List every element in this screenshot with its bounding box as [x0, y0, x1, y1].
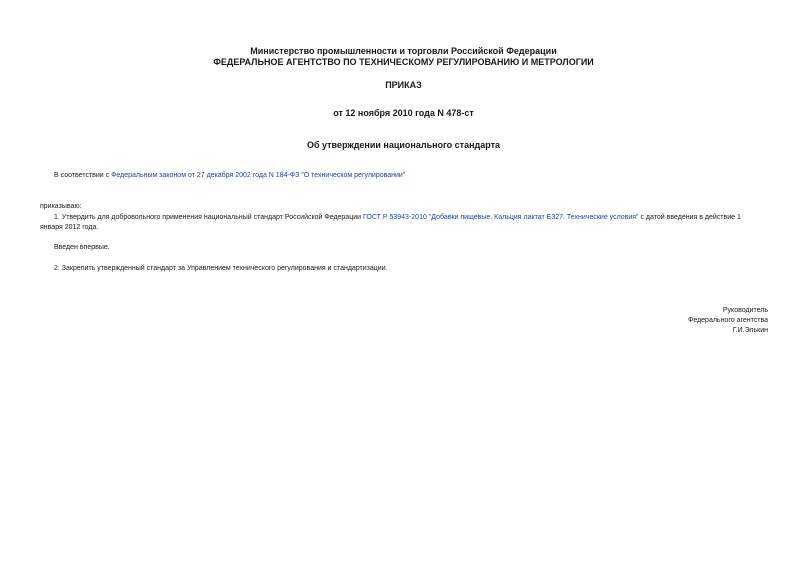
item-2: 2. Закрепить утвержденный стандарт за Управлением технического регулирования и стандартизации. — [54, 265, 388, 272]
item-1-continuation: января 2012 года. — [40, 224, 99, 231]
gost-standard-link[interactable]: ГОСТ Р 53943-2010 "Добавки пищевые. Кальция лактат Е327. Технические условия" — [362, 214, 639, 221]
order-word: приказываю: — [40, 203, 82, 210]
document-subject: Об утверждении национального стандарта — [306, 140, 501, 150]
introduced-note: Введен впервые. — [54, 244, 110, 251]
federal-law-link[interactable]: Федеральным законом от 27 декабря 2002 года N 184-ФЗ "О техническом регулировании" — [111, 172, 406, 179]
agency-title: ФЕДЕРАЛЬНОЕ АГЕНТСТВО ПО ТЕХНИЧЕСКОМУ РЕГУЛИРОВАНИЮ И МЕТРОЛОГИИ — [213, 57, 594, 67]
item-1-prefix: 1. Утвердить для добровольного применения национальный стандарт Российской Федерации — [54, 214, 363, 221]
signature-position-line-2: Федерального агентства — [688, 317, 768, 324]
item-1 — [54, 212, 741, 223]
preamble-prefix: В соответствии с — [54, 172, 112, 179]
document-type: ПРИКАЗ — [385, 80, 422, 90]
document-date-number: от 12 ноября 2010 года N 478-ст — [333, 108, 474, 118]
signature-position-line-1: Руководитель — [722, 307, 768, 314]
item-1-suffix: с датой введения в действие 1 — [638, 214, 741, 221]
ministry-title: Министерство промышленности и торговли Российской Федерации — [250, 46, 557, 56]
preamble — [54, 170, 405, 181]
signature-name: Г.И.Элькин — [732, 327, 768, 334]
